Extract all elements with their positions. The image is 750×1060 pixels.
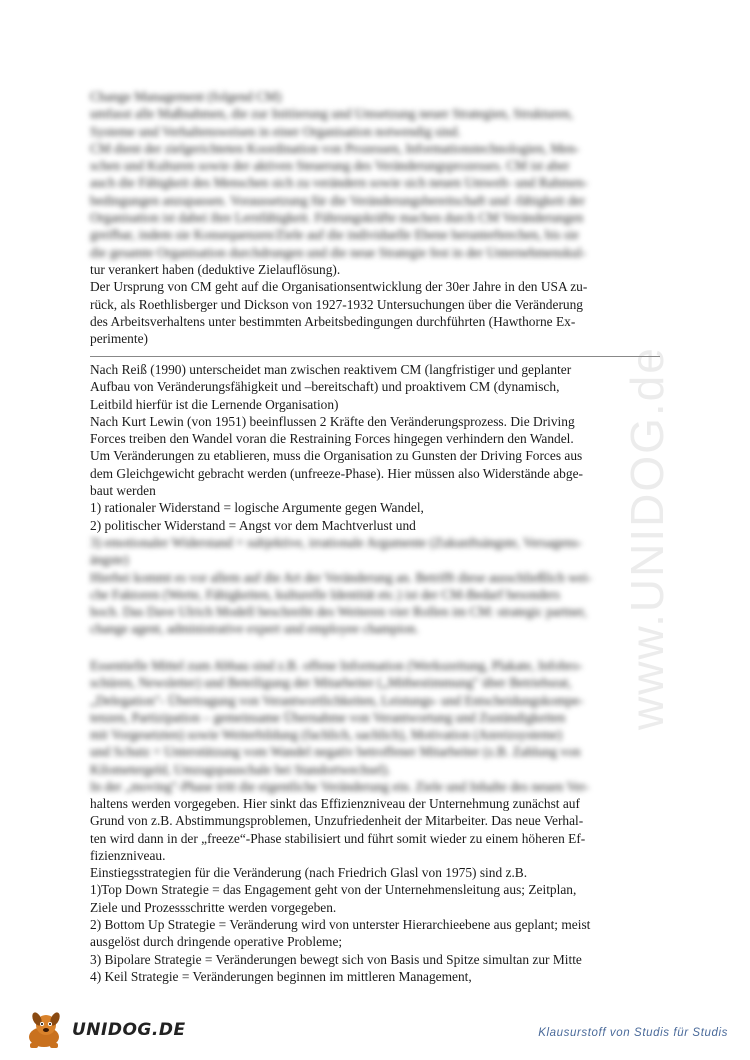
paragraph-line: che Faktoren (Werte, Fähigkeiten, kulturelle Identität etc.) ist der CM-Bedarf besonders: [90, 586, 561, 602]
paragraph-line: Grund von z.B. Abstimmungsproblemen, Unzufriedenheit der Mitarbeiter. Das neue Verhal-: [90, 813, 584, 829]
paragraph-line: schen und Kulturen sowie der aktiven Steuerung des Veränderungsprozesses. CM ist aber: [90, 158, 570, 174]
section-2-blurred: [90, 534, 660, 638]
paragraph-line: hoch. Das Dave Ulrich Modell beschreibt des Weiteren vier Rollen im CM: strategic partner,: [90, 604, 587, 620]
paragraph-line: Hierbei kommt es vor allem auf die Art der Veränderung an. Betrifft diese ausschließlich wei-: [90, 569, 592, 585]
paragraph-line: perimente): [90, 331, 148, 347]
paragraph-line: fizienzniveau.: [90, 847, 166, 863]
paragraph-line: CM dient der zielgerichteten Koordination von Prozessen, Informationstechnologien, Men-: [90, 140, 580, 156]
section-1-visible: [90, 261, 660, 347]
paragraph-line: baut werden: [90, 483, 156, 499]
paragraph-line: rück, als Roethlisberger und Dickson von 1927-1932 Untersuchungen über die Veränderung: [90, 296, 583, 312]
watermark: www.UNIDOG.de: [621, 346, 673, 730]
horizontal-divider: [90, 356, 660, 357]
paragraph-line: Der Ursprung von CM geht auf die Organisationsentwicklung der 30er Jahre in den USA zu-: [90, 279, 588, 295]
paragraph-line: change agent, administrative expert und employee champion.: [90, 621, 419, 637]
paragraph-line: greifbar, indem sie Konsequenzen/Ziele auf die individuelle Ebene herunterbrechen, bis sie: [90, 227, 579, 243]
paragraph-line: mit Vorgesetzten) sowie Weiterbildung (fachlich, sachlich), Motivation (Anreizsysteme): [90, 727, 563, 743]
section-3-blurred: [90, 657, 660, 795]
unidog-logo[interactable]: [20, 1010, 186, 1050]
paragraph-line: 4) Keil Strategie = Veränderungen beginnen im mittleren Management,: [90, 968, 472, 984]
paragraph-line: bedingungen anzupassen. Voraussetzung für die Veränderungsbereitschaft und -fähigkeit der: [90, 192, 585, 208]
section-1-blurred: [90, 88, 660, 261]
paragraph-line: Um Veränderungen zu etablieren, muss die Organisation zu Gunsten der Driving Forces aus: [90, 448, 583, 464]
paragraph-line: ausgelöst durch dringende operative Probleme;: [90, 934, 343, 950]
paragraph-line: ängste): [90, 552, 129, 568]
paragraph-line: In der „moving"-Phase tritt die eigentliche Veränderung ein. Ziele und Inhalte des neuen Ver-: [90, 779, 590, 795]
paragraph-line: Systeme und Verhaltensweisen in einer Organisation notwendig sind.: [90, 123, 461, 139]
paragraph-line: Ziele und Prozessschritte werden vorgegeben.: [90, 899, 337, 915]
paragraph-line: Nach Reiß (1990) unterscheidet man zwischen reaktivem CM (langfristiger und geplanter: [90, 362, 572, 377]
dog-mascot-icon: [20, 1010, 68, 1050]
paragraph-line: 2) Bottom Up Strategie = Veränderung wird von unterster Hierarchieebene aus geplant; meist: [90, 917, 591, 933]
paragraph-line: Essentielle Mittel zum Abbau sind z.B. offene Information (Werkszeitung, Plakate, Infobro-: [90, 658, 583, 673]
paragraph-line: Aufbau von Veränderungsfähigkeit und –bereitschaft) und proaktivem CM (dynamisch,: [90, 379, 560, 395]
paragraph-line: 3) Bipolare Strategie = Veränderungen bewegt sich von Basis und Spitze simultan zur Mitte: [90, 951, 582, 967]
paragraph-line: und Schutz = Unterstützung vom Wandel negativ betroffener Mitarbeiter (z.B. Zahlung von: [90, 744, 581, 760]
paragraph-line: ten wird dann in der „freeze“-Phase stabilisiert und führt somit wieder zu einem höheren Ef-: [90, 830, 586, 846]
paragraph-line: „Delegation"- Übertragung von Verantwortlichkeiten, Leistungs- und Entscheidungskompe-: [90, 692, 584, 708]
paragraph-line: haltens werden vorgegeben. Hier sinkt das Effizienzniveau der Unternehmung zunächst auf: [90, 796, 580, 811]
paragraph-line: schüren, Newsletter) und Beteiligung der Mitarbeiter („Mitbestimmung" über Betriebsrat,: [90, 675, 572, 691]
section-2-visible: [90, 361, 660, 534]
paragraph-line: Organisation ist dabei ihre Lernfähigkeit. Führungskräfte machen durch CM Veränderungen: [90, 210, 584, 226]
paragraph-line: tur verankert haben (deduktive Zielauflösung).: [90, 262, 341, 277]
paragraph-line: Kilometergeld, Umzugspauschale bei Standortwechsel).: [90, 761, 391, 777]
paragraph-line: Nach Kurt Lewin (von 1951) beeinflussen 2 Kräfte den Veränderungsprozess. Die Driving: [90, 413, 575, 429]
logo-text: UNIDOG.DE: [72, 1020, 186, 1040]
paragraph-line: umfasst alle Maßnahmen, die zur Initiierung und Umsetzung neuer Strategien, Strukturen,: [90, 106, 574, 122]
paragraph-line: des Arbeitsverhaltens unter bestimmten Arbeitsbedingungen durchführten (Hawthorne Ex-: [90, 313, 576, 329]
paragraph-line: Change Management (folgend CM): [90, 89, 282, 104]
paragraph-line: tenzen, Partizipation – gemeinsame Übernahme von Verantwortung und Zuständigkeiten: [90, 709, 566, 725]
paragraph-line: die gesamte Organisation durchdrungen und die neue Strategie fest in der Unternehmenskul-: [90, 244, 587, 260]
paragraph-line: Einstiegsstrategien für die Veränderung (nach Friedrich Glasl von 1975) sind z.B.: [90, 865, 528, 881]
paragraph-line: auch die Fähigkeit des Menschen sich zu verändern sowie sich neuen Umwelt- und Rahmen-: [90, 175, 588, 191]
paragraph-line: Forces treiben den Wandel voran die Restraining Forces hingegen verhindern den Wandel.: [90, 431, 574, 447]
paragraph-line: Leitbild hierfür ist die Lernende Organisation): [90, 396, 339, 412]
paragraph-line: 3) emotionaler Widerstand = subjektive, irrationale Argumente (Zukunftsängste, Versagens-: [90, 535, 582, 550]
paragraph-line: 1)Top Down Strategie = das Engagement geht von der Unternehmensleitung aus; Zeitplan,: [90, 882, 577, 898]
paragraph-line: 2) politischer Widerstand = Angst vor dem Machtverlust und: [90, 517, 416, 533]
footer-slogan: Klausurstoff von Studis für Studis: [538, 1027, 728, 1039]
paragraph-line: 1) rationaler Widerstand = logische Argumente gegen Wandel,: [90, 500, 424, 516]
paragraph-line: dem Gleichgewicht gebracht werden (unfreeze-Phase). Hier müssen also Widerstände abge-: [90, 465, 583, 481]
section-3-visible: [90, 795, 660, 985]
